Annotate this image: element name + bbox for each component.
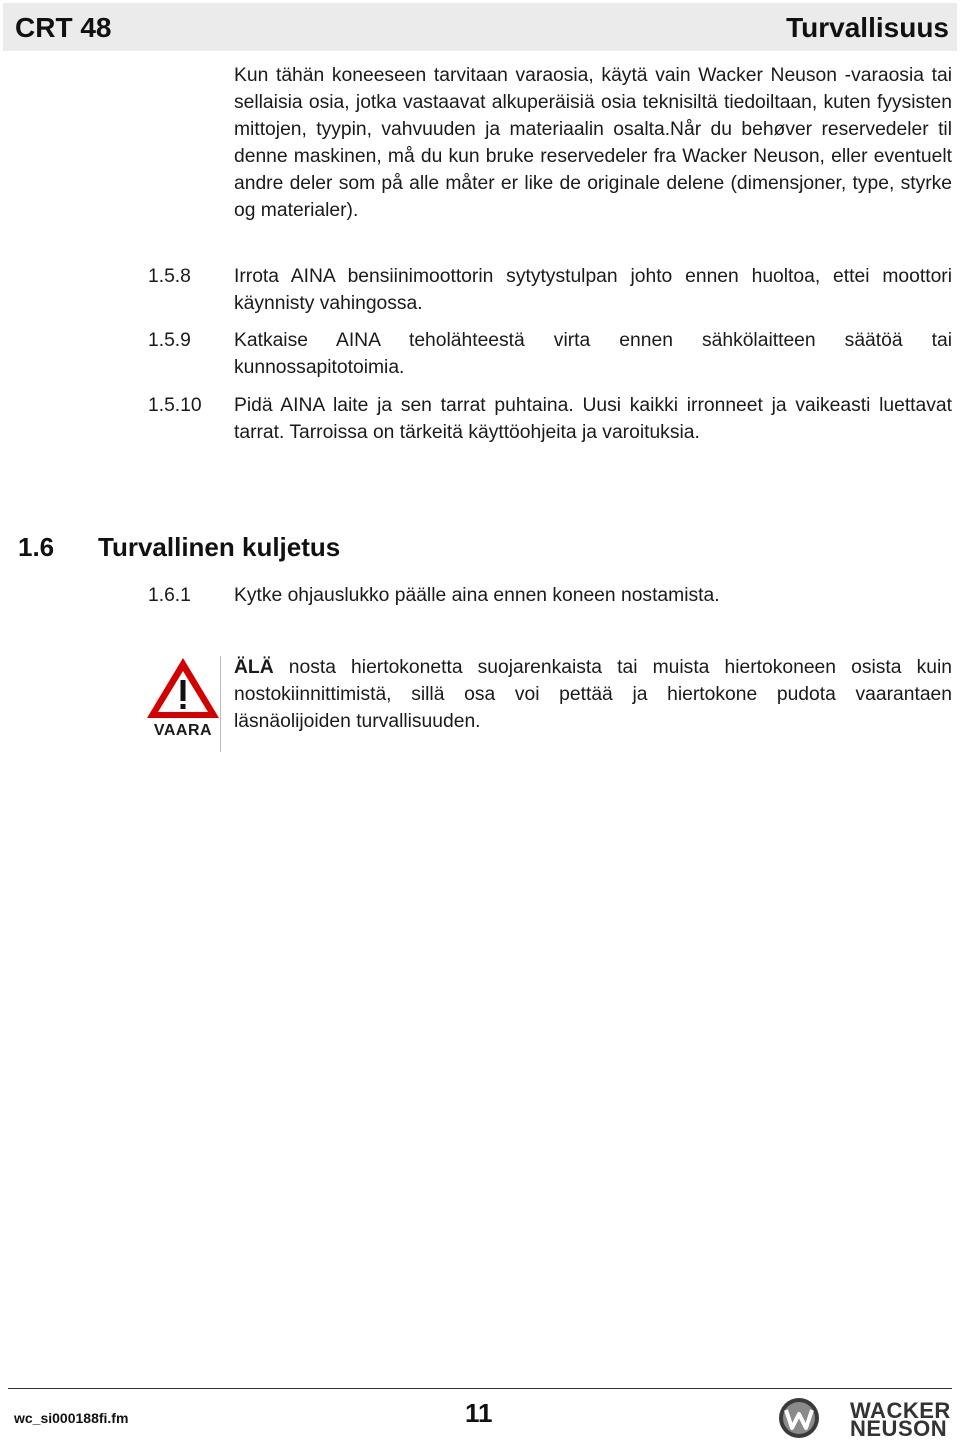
item-text: Katkaise AINA teholähteestä virta ennen sähkölaitteen säätöä tai kunnossapitotoimia. [234,330,952,378]
intro-paragraph: Kun tähän koneeseen tarvitaan varaosia, käytä vain Wacker Neuson -varaosia tai sellaisia osia, jotka vastaavat alkuperäisiä osia teknisiltä tiedoiltaan, kuten fyysisten mittojen, tyypin, vahvuuden ja materiaalin osalta.Når du behøver reservedeler til denne maskinen, må du kun bruke reservedeler fra Wacker Neuson, eller eventuelt andre deler som på alle måter er like de originale delene (dimensjoner, type, styrke og materialer). [234,65,952,221]
item-text: Pidä AINA laite ja sen tarrat puhtaina. Uusi kaikki irronneet ja vaikeasti luettavat tarrat. Tarroissa on tärkeitä käyttöohjeita ja varoituksia. [234,395,952,443]
item-number: 1.5.10 [148,395,202,416]
warning-lead: ÄLÄ [234,657,274,678]
section-title: Turvallisuus [786,12,949,43]
item-text: Kytke ohjauslukko päälle aina ennen koneen nostamista. [234,585,720,606]
brand-name-line2: NEUSON [850,1416,948,1441]
warning-label: VAARA [153,722,213,739]
divider [220,656,221,752]
wacker-neuson-logo-icon [777,1396,821,1440]
page-number: 11 [465,1398,493,1428]
section-heading: Turvallinen kuljetus [98,532,341,562]
page-header [3,3,957,51]
brand-name-line1: WACKER [850,1398,951,1423]
footer-divider [8,1388,952,1389]
item-number: 1.5.8 [148,266,191,287]
warning-text [234,654,952,735]
item-number: 1.6.1 [148,585,191,606]
item-text: Irrota AINA bensiinimoottorin sytytystulpan johto ennen huoltoa, ettei moottori käynnisty vahingossa. [234,266,952,314]
section-number: 1.6 [18,532,55,562]
doc-id: CRT 48 [15,12,112,43]
footer-filename: wc_si000188fi.fm [14,1410,129,1426]
warning-body: nosta hiertokonetta suojarenkaista tai muista hiertokoneen osista kuin nostokiinnittimistä, sillä osa voi pettää ja hiertokone pudota vaarantaen läsnäolijoiden turvallisuuden. [234,657,952,732]
item-number: 1.5.9 [148,330,191,351]
